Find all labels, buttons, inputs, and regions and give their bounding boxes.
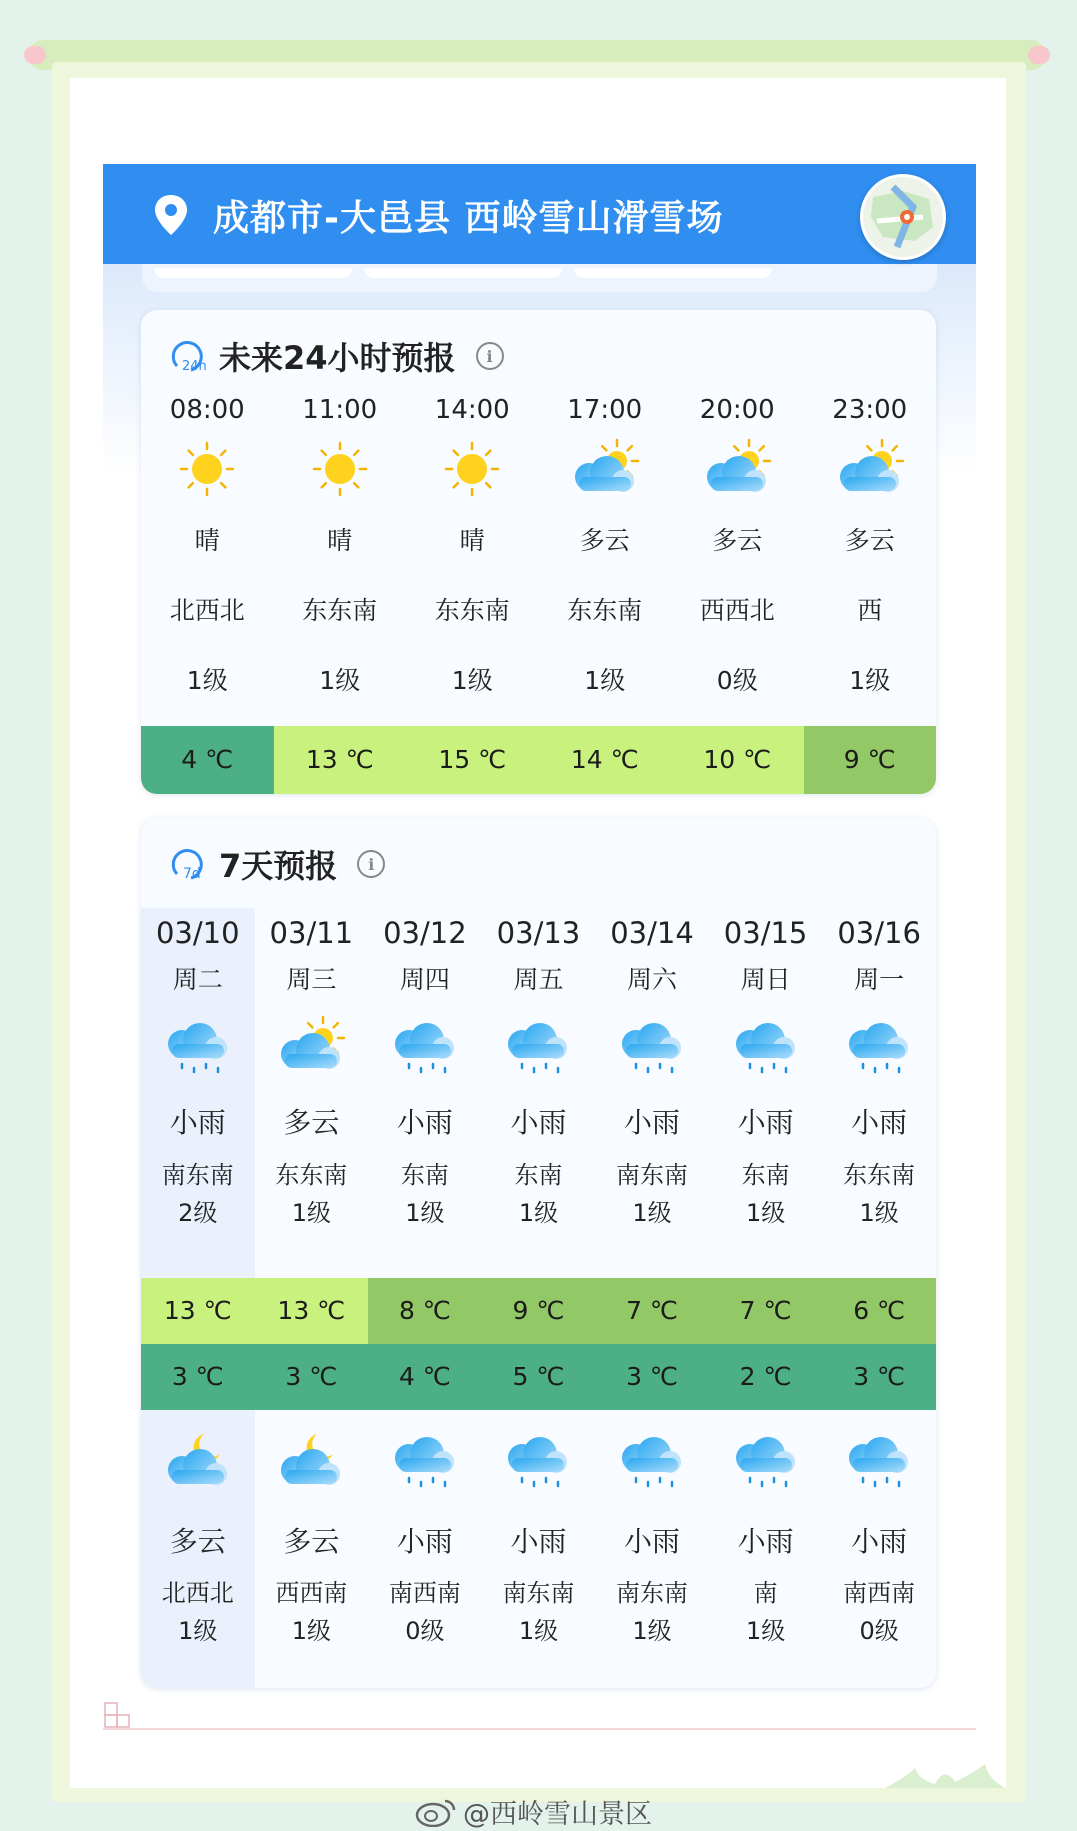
hour-column bbox=[539, 388, 672, 716]
footer-divider bbox=[103, 1728, 976, 1730]
day-low-temperature: 2 ℃ bbox=[709, 1344, 823, 1410]
hour-wind-level: 1级 bbox=[849, 666, 891, 695]
day-weekday: 周二 bbox=[172, 965, 223, 994]
light-rain-icon bbox=[709, 1002, 823, 1090]
day-wind-direction: 东南 bbox=[400, 1161, 449, 1189]
day-wind-direction: 东东南 bbox=[843, 1161, 916, 1189]
day-low-temperature: 3 ℃ bbox=[822, 1344, 936, 1410]
hour-column bbox=[671, 388, 804, 716]
cloudy-night-icon bbox=[141, 1410, 255, 1510]
day-weekday: 周日 bbox=[740, 965, 791, 994]
night-wind-direction: 西西南 bbox=[275, 1579, 348, 1607]
hour-weather: 多云 bbox=[712, 526, 763, 555]
hour-column bbox=[804, 388, 937, 716]
night-wind-level: 1级 bbox=[632, 1617, 672, 1645]
day-high-temperature: 8 ℃ bbox=[368, 1278, 482, 1344]
forecast-24h-card bbox=[141, 310, 936, 794]
hour-temperature: 10 ℃ bbox=[671, 726, 804, 794]
partly-cloudy-icon bbox=[804, 432, 937, 506]
day-wind-level: 1级 bbox=[859, 1199, 899, 1227]
light-rain-icon bbox=[822, 1002, 936, 1090]
hour-time: 14:00 bbox=[434, 395, 510, 425]
day-wind-level: 2级 bbox=[178, 1199, 218, 1227]
day-date: 03/14 bbox=[610, 916, 694, 950]
info-icon[interactable]: i bbox=[357, 850, 385, 878]
day-high-temperature: 13 ℃ bbox=[255, 1278, 369, 1344]
day-date: 03/12 bbox=[383, 916, 467, 950]
day-wind-level: 1级 bbox=[405, 1199, 445, 1227]
day-weather: 多云 bbox=[283, 1106, 340, 1139]
day-wind-direction: 东南 bbox=[741, 1161, 790, 1189]
day-date: 03/16 bbox=[837, 916, 921, 950]
day-weather: 小雨 bbox=[624, 1106, 681, 1139]
hour-wind-direction: 西 bbox=[857, 596, 883, 625]
night-weather: 小雨 bbox=[624, 1525, 681, 1558]
day-wind-level: 1级 bbox=[291, 1199, 331, 1227]
hour-column bbox=[274, 388, 407, 716]
watermark bbox=[415, 1792, 652, 1831]
hour-time: 11:00 bbox=[302, 395, 378, 425]
night-weather: 多云 bbox=[169, 1525, 226, 1558]
day-weekday: 周三 bbox=[286, 965, 337, 994]
hour-column bbox=[406, 388, 539, 716]
light-rain-icon bbox=[482, 1410, 596, 1510]
location-pin-icon bbox=[153, 194, 189, 236]
day-date: 03/13 bbox=[496, 916, 581, 950]
light-rain-icon bbox=[368, 1002, 482, 1090]
hour-wind-direction: 东东南 bbox=[567, 596, 643, 625]
hour-time: 20:00 bbox=[699, 395, 775, 425]
night-wind-level: 1级 bbox=[745, 1617, 786, 1645]
night-wind-level: 0级 bbox=[405, 1617, 445, 1645]
night-weather: 小雨 bbox=[851, 1525, 908, 1558]
hour-wind-direction: 东东南 bbox=[302, 596, 378, 625]
night-column bbox=[141, 1410, 255, 1650]
day-weather: 小雨 bbox=[169, 1106, 226, 1139]
day-low-temperature: 3 ℃ bbox=[595, 1344, 709, 1410]
light-rain-icon bbox=[141, 1002, 255, 1090]
partly-cloudy-icon bbox=[255, 1002, 369, 1090]
day-date: 03/15 bbox=[723, 916, 808, 950]
night-weather: 小雨 bbox=[737, 1525, 794, 1558]
day-high-temperature: 6 ℃ bbox=[822, 1278, 936, 1344]
forecast-7d-card bbox=[141, 818, 936, 1688]
day-weather: 小雨 bbox=[510, 1106, 567, 1139]
day-wind-direction: 南东南 bbox=[161, 1161, 234, 1189]
hour-time: 08:00 bbox=[169, 395, 245, 425]
svg-text:7d: 7d bbox=[183, 866, 201, 882]
day-low-temperature: 4 ℃ bbox=[368, 1344, 482, 1410]
night-wind-direction: 南东南 bbox=[502, 1579, 575, 1607]
night-column bbox=[709, 1410, 823, 1650]
grass-decoration-icon bbox=[885, 1760, 1005, 1790]
grid-icon bbox=[104, 1702, 132, 1730]
light-rain-icon bbox=[709, 1410, 823, 1510]
night-column bbox=[255, 1410, 369, 1650]
hour-time: 23:00 bbox=[832, 395, 908, 425]
day-date: 03/11 bbox=[269, 916, 354, 950]
info-icon[interactable]: i bbox=[476, 342, 504, 370]
hour-wind-level: 1级 bbox=[451, 666, 493, 695]
day-weather: 小雨 bbox=[396, 1106, 453, 1139]
location-title: 成都市-大邑县 西岭雪山滑雪场 bbox=[213, 198, 724, 239]
hour-weather: 晴 bbox=[459, 526, 485, 555]
location-header bbox=[103, 164, 976, 264]
night-wind-level: 1级 bbox=[178, 1617, 218, 1645]
hour-wind-direction: 东东南 bbox=[434, 596, 510, 625]
hour-temperature: 14 ℃ bbox=[539, 726, 672, 794]
hour-wind-level: 1级 bbox=[584, 666, 626, 695]
hour-temperature: 4 ℃ bbox=[141, 726, 274, 794]
night-wind-level: 0级 bbox=[859, 1617, 899, 1645]
hour-wind-direction: 西西北 bbox=[699, 596, 775, 625]
day-low-temperature: 3 ℃ bbox=[255, 1344, 369, 1410]
collapsed-tabs bbox=[142, 264, 937, 292]
hour-wind-direction: 北西北 bbox=[169, 596, 245, 625]
hour-wind-level: 1级 bbox=[319, 666, 361, 695]
hour-weather: 晴 bbox=[194, 526, 220, 555]
watermark-text: @西岭雪山景区 bbox=[463, 1799, 652, 1830]
hour-temperature: 9 ℃ bbox=[804, 726, 937, 794]
night-weather: 小雨 bbox=[396, 1525, 453, 1558]
sun-icon bbox=[141, 432, 274, 506]
map-icon[interactable] bbox=[860, 174, 946, 260]
forecast-24h-title: 未来24小时预报 bbox=[219, 339, 456, 377]
calendar-7d-icon bbox=[169, 844, 213, 884]
cloudy-night-icon bbox=[255, 1410, 369, 1510]
hour-weather: 多云 bbox=[579, 526, 630, 555]
light-rain-icon bbox=[595, 1002, 709, 1090]
day-wind-level: 1级 bbox=[632, 1199, 672, 1227]
day-weekday: 周一 bbox=[854, 965, 905, 994]
day-wind-direction: 东东南 bbox=[275, 1161, 348, 1189]
day-date: 03/10 bbox=[155, 916, 240, 950]
day-weather: 小雨 bbox=[851, 1106, 908, 1139]
day-high-temperature: 7 ℃ bbox=[595, 1278, 709, 1344]
day-weekday: 周四 bbox=[399, 965, 450, 994]
night-weather: 小雨 bbox=[510, 1525, 567, 1558]
forecast-7d-title: 7天预报 bbox=[219, 847, 338, 885]
day-high-temperature: 7 ℃ bbox=[709, 1278, 823, 1344]
hour-column bbox=[141, 388, 274, 716]
day-weekday: 周六 bbox=[627, 965, 678, 994]
night-wind-direction: 北西北 bbox=[161, 1579, 234, 1607]
night-column bbox=[822, 1410, 936, 1650]
sun-icon bbox=[274, 432, 407, 506]
svg-text:24h: 24h bbox=[182, 359, 207, 374]
hour-temperature: 15 ℃ bbox=[406, 726, 539, 794]
night-wind-level: 1级 bbox=[291, 1617, 331, 1645]
hour-temperature: 13 ℃ bbox=[274, 726, 407, 794]
clock-24h-icon bbox=[169, 336, 213, 376]
light-rain-icon bbox=[595, 1410, 709, 1510]
sun-icon bbox=[406, 432, 539, 506]
day-low-temperature: 5 ℃ bbox=[482, 1344, 596, 1410]
weibo-icon bbox=[415, 1797, 457, 1827]
day-wind-level: 1级 bbox=[518, 1199, 559, 1227]
light-rain-icon bbox=[822, 1410, 936, 1510]
day-high-temperature: 9 ℃ bbox=[482, 1278, 596, 1344]
hour-wind-level: 1级 bbox=[186, 666, 228, 695]
day-wind-level: 1级 bbox=[745, 1199, 786, 1227]
day-wind-direction: 东南 bbox=[514, 1161, 563, 1189]
night-wind-direction: 南 bbox=[753, 1579, 778, 1607]
night-column bbox=[595, 1410, 709, 1650]
partly-cloudy-icon bbox=[539, 432, 672, 506]
night-column bbox=[368, 1410, 482, 1650]
light-rain-icon bbox=[368, 1410, 482, 1510]
light-rain-icon bbox=[482, 1002, 596, 1090]
night-wind-direction: 南西南 bbox=[843, 1579, 916, 1607]
day-weekday: 周五 bbox=[513, 965, 564, 994]
day-wind-direction: 南东南 bbox=[616, 1161, 689, 1189]
night-wind-direction: 南西南 bbox=[388, 1579, 461, 1607]
night-wind-direction: 南东南 bbox=[616, 1579, 689, 1607]
partly-cloudy-icon bbox=[671, 432, 804, 506]
hour-weather: 多云 bbox=[844, 526, 895, 555]
day-low-temperature: 3 ℃ bbox=[141, 1344, 255, 1410]
day-weather: 小雨 bbox=[737, 1106, 794, 1139]
hour-weather: 晴 bbox=[327, 526, 353, 555]
hour-time: 17:00 bbox=[567, 395, 643, 425]
hour-wind-level: 0级 bbox=[716, 666, 758, 695]
night-column bbox=[482, 1410, 596, 1650]
night-wind-level: 1级 bbox=[518, 1617, 559, 1645]
night-weather: 多云 bbox=[283, 1525, 340, 1558]
day-high-temperature: 13 ℃ bbox=[141, 1278, 255, 1344]
